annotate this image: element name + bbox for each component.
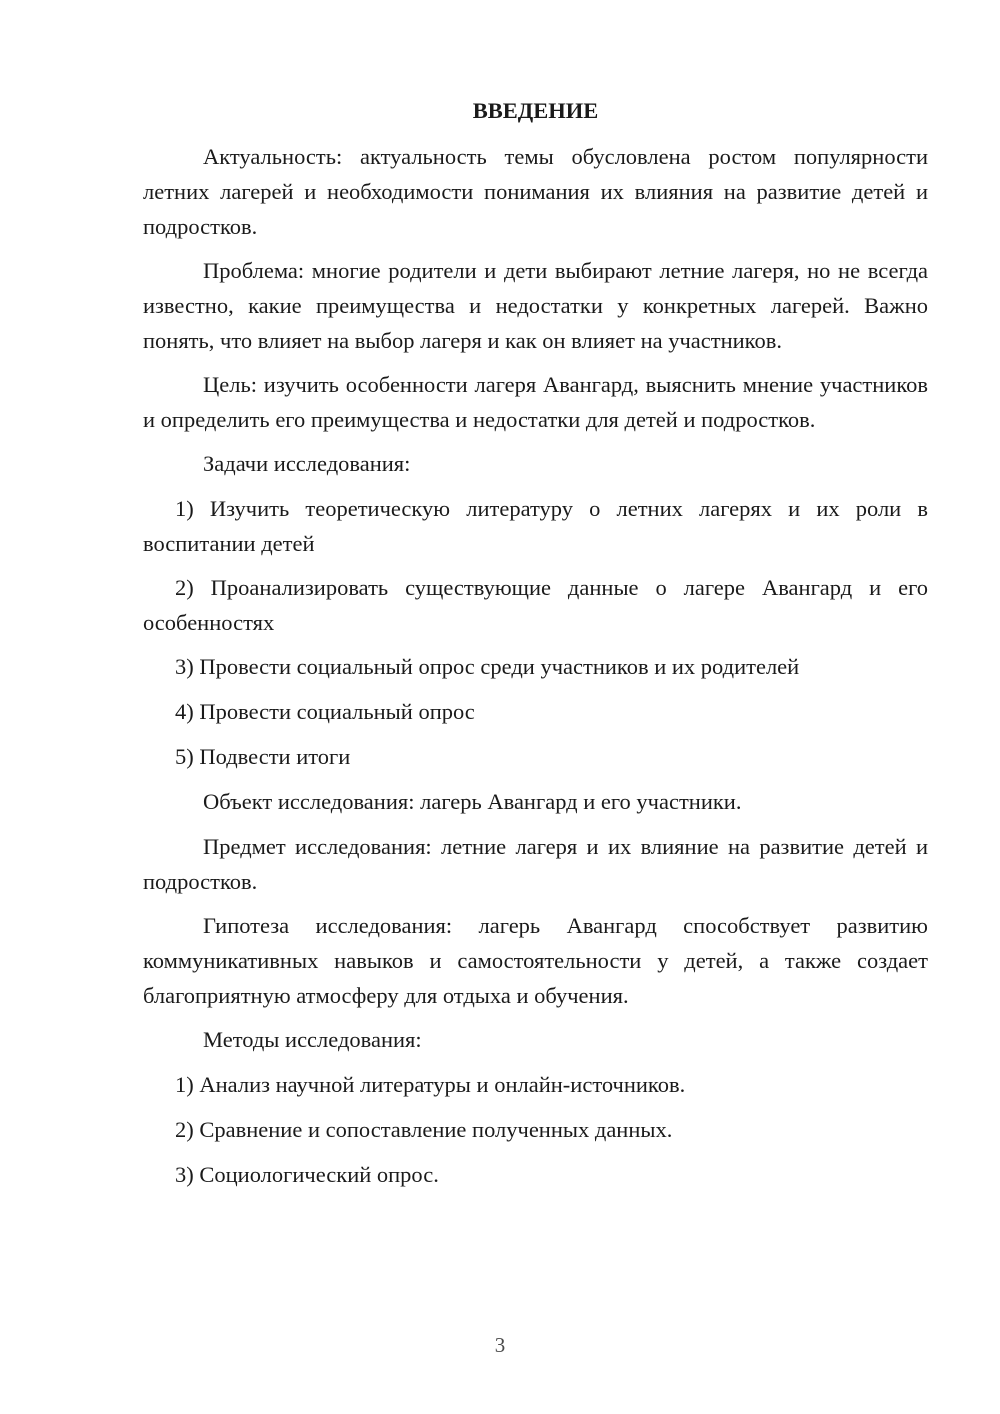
hypothesis-paragraph: Гипотеза исследования: лагерь Авангард способствует развитию коммуникативных навыков и самостоятельности у детей, а также создает благоприятную атмосферу для отдыха и обучения. [143, 913, 928, 1008]
task-item-2: 2) Проанализировать существующие данные о лагере Авангард и его особенностях [143, 575, 928, 635]
task-item-3: 3) Провести социальный опрос среди участников и их родителей [175, 654, 800, 679]
task-item-1: 1) Изучить теоретическую литературу о летних лагерях и их роли в воспитании детей [143, 496, 928, 556]
methods-title: Методы исследования: [203, 1027, 422, 1052]
task-item-5: 5) Подвести итоги [175, 744, 351, 769]
subject-paragraph: Предмет исследования: летние лагеря и их влияние на развитие детей и подростков. [143, 834, 928, 894]
section-heading: ВВЕДЕНИЕ [472, 98, 599, 123]
method-item-2: 2) Сравнение и сопоставление полученных данных. [175, 1117, 673, 1142]
object-paragraph: Объект исследования: лагерь Авангард и его участники. [203, 789, 742, 814]
method-item-3: 3) Социологический опрос. [175, 1162, 439, 1187]
method-item-1: 1) Анализ научной литературы и онлайн-источников. [175, 1072, 686, 1097]
page-number: 3 [494, 1333, 506, 1357]
relevance-paragraph: Актуальность: актуальность темы обусловлена ростом популярности летних лагерей и необходимости понимания их влияния на развитие детей и подростков. [143, 144, 928, 239]
document-page [143, 95, 928, 1202]
goal-paragraph: Цель: изучить особенности лагеря Авангард, выяснить мнение участников и определить его преимущества и недостатки для детей и подростков. [143, 372, 928, 432]
tasks-title: Задачи исследования: [203, 451, 411, 476]
problem-paragraph: Проблема: многие родители и дети выбирают летние лагеря, но не всегда известно, какие преимущества и недостатки у конкретных лагерей. Важно понять, что влияет на выбор лагеря и как он влияет на участников. [143, 258, 928, 353]
task-item-4: 4) Провести социальный опрос [175, 699, 475, 724]
